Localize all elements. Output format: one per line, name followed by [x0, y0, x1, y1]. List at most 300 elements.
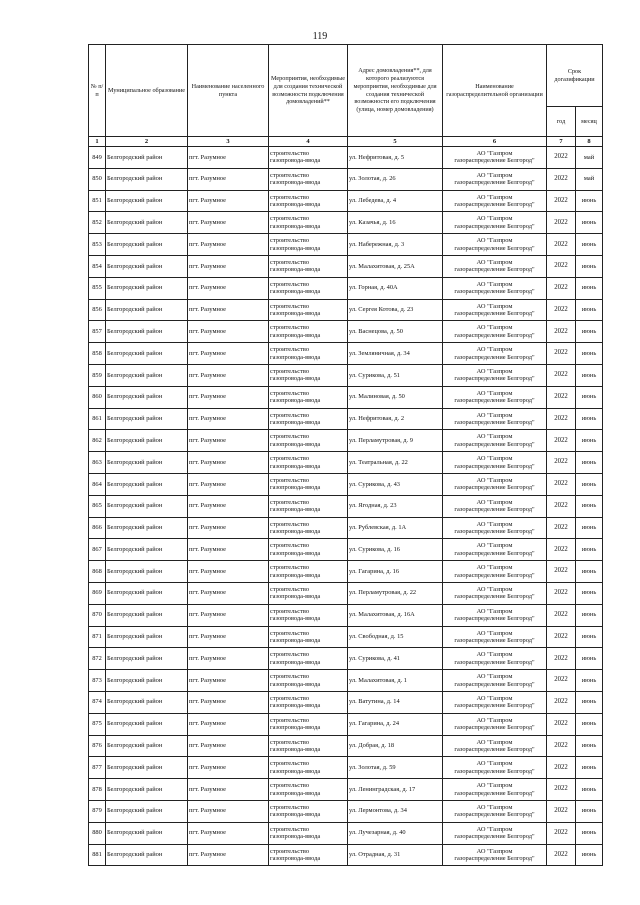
- measure-line-2: газопровода-ввода: [270, 833, 321, 841]
- organization-line-1: АО "Газпром: [476, 673, 513, 681]
- settlement-cell: пгт. Разумное: [188, 430, 269, 452]
- year-cell: 2022: [547, 582, 576, 604]
- organization-line-1: АО "Газпром: [476, 302, 513, 310]
- measure-cell: [269, 844, 348, 866]
- organization-line-1: АО "Газпром: [476, 847, 513, 855]
- measure-cell: [269, 343, 348, 365]
- measure-line-1: строительство: [270, 389, 310, 397]
- address-cell: ул. Сурикова, д. 43: [348, 473, 443, 495]
- measure-line-2: газопровода-ввода: [270, 811, 321, 819]
- year-cell: 2022: [547, 517, 576, 539]
- settlement-cell: пгт. Разумное: [188, 364, 269, 386]
- address-cell: ул. Васнецова, д. 50: [348, 321, 443, 343]
- address-cell: ул. Лермонтова, д. 34: [348, 800, 443, 822]
- organization-cell: [443, 561, 547, 583]
- address-cell: ул. Перламутровая, д. 9: [348, 430, 443, 452]
- organization-line-2: газораспределение Белгород": [454, 658, 535, 666]
- month-cell: июнь: [576, 386, 603, 408]
- row-number: 858: [89, 343, 106, 365]
- measure-line-2: газопровода-ввода: [270, 179, 321, 187]
- organization-line-2: газораспределение Белгород": [454, 680, 535, 688]
- table-row: [89, 321, 603, 343]
- municipality-cell: Белгородский район: [106, 452, 188, 474]
- municipality-cell: Белгородский район: [106, 691, 188, 713]
- organization-line-2: газораспределение Белгород": [454, 331, 535, 339]
- measure-line-2: газопровода-ввода: [270, 767, 321, 775]
- municipality-cell: Белгородский район: [106, 234, 188, 256]
- row-number: 872: [89, 648, 106, 670]
- settlement-cell: пгт. Разумное: [188, 408, 269, 430]
- measure-line-1: строительство: [270, 324, 310, 332]
- month-cell: июнь: [576, 561, 603, 583]
- measure-cell: [269, 408, 348, 430]
- organization-line-2: газораспределение Белгород": [454, 571, 535, 579]
- month-cell: июнь: [576, 343, 603, 365]
- measure-line-2: газопровода-ввода: [270, 615, 321, 623]
- organization-line-2: газораспределение Белгород": [454, 484, 535, 492]
- settlement-cell: пгт. Разумное: [188, 517, 269, 539]
- year-cell: 2022: [547, 190, 576, 212]
- organization-cell: [443, 147, 547, 169]
- address-cell: ул. Горная, д. 40А: [348, 277, 443, 299]
- municipality-cell: Белгородский район: [106, 822, 188, 844]
- organization-line-1: АО "Газпром: [476, 738, 513, 746]
- address-cell: ул. Рублевская, д. 1А: [348, 517, 443, 539]
- table-row: [89, 517, 603, 539]
- organization-cell: [443, 234, 547, 256]
- organization-line-1: АО "Газпром: [476, 520, 513, 528]
- month-cell: июнь: [576, 408, 603, 430]
- organization-line-2: газораспределение Белгород": [454, 179, 535, 187]
- organization-line-1: АО "Газпром: [476, 193, 513, 201]
- measure-line-1: строительство: [270, 760, 310, 768]
- month-cell: июнь: [576, 299, 603, 321]
- organization-line-2: газораспределение Белгород": [454, 833, 535, 841]
- municipality-cell: Белгородский район: [106, 779, 188, 801]
- measure-line-1: строительство: [270, 411, 310, 419]
- municipality-cell: Белгородский район: [106, 473, 188, 495]
- settlement-cell: пгт. Разумное: [188, 277, 269, 299]
- row-number: 869: [89, 582, 106, 604]
- municipality-cell: Белгородский район: [106, 190, 188, 212]
- organization-line-2: газораспределение Белгород": [454, 702, 535, 710]
- organization-line-2: газораспределение Белгород": [454, 767, 535, 775]
- organization-cell: [443, 582, 547, 604]
- measure-line-2: газопровода-ввода: [270, 157, 321, 165]
- organization-line-2: газораспределение Белгород": [454, 789, 535, 797]
- month-cell: июнь: [576, 582, 603, 604]
- organization-line-1: АО "Газпром: [476, 694, 513, 702]
- row-number: 861: [89, 408, 106, 430]
- month-cell: июнь: [576, 452, 603, 474]
- organization-line-1: АО "Газпром: [476, 629, 513, 637]
- row-number: 879: [89, 800, 106, 822]
- settlement-cell: пгт. Разумное: [188, 822, 269, 844]
- organization-line-2: газораспределение Белгород": [454, 353, 535, 361]
- row-number: 852: [89, 212, 106, 234]
- municipality-cell: Белгородский район: [106, 539, 188, 561]
- municipality-cell: Белгородский район: [106, 168, 188, 190]
- year-cell: 2022: [547, 713, 576, 735]
- organization-cell: [443, 364, 547, 386]
- measure-line-1: строительство: [270, 694, 310, 702]
- measure-cell: [269, 147, 348, 169]
- address-cell: ул. Сурикова, д. 51: [348, 364, 443, 386]
- table-row: [89, 168, 603, 190]
- organization-line-2: газораспределение Белгород": [454, 506, 535, 514]
- address-cell: ул. Добрая, д. 18: [348, 735, 443, 757]
- measure-line-2: газопровода-ввода: [270, 702, 321, 710]
- address-cell: ул. Гагарина, д. 16: [348, 561, 443, 583]
- year-cell: 2022: [547, 321, 576, 343]
- organization-line-1: АО "Газпром: [476, 607, 513, 615]
- measure-line-2: газопровода-ввода: [270, 484, 321, 492]
- measure-line-2: газопровода-ввода: [270, 200, 321, 208]
- column-number: 5: [348, 137, 443, 147]
- page-number: 119: [312, 31, 328, 42]
- organization-line-2: газораспределение Белгород": [454, 636, 535, 644]
- year-cell: 2022: [547, 844, 576, 866]
- header-row-number: № п/п: [89, 45, 106, 137]
- row-number: 881: [89, 844, 106, 866]
- address-cell: ул. Золотая, д. 59: [348, 757, 443, 779]
- month-cell: июнь: [576, 779, 603, 801]
- year-cell: 2022: [547, 539, 576, 561]
- header-month: месяц: [576, 107, 603, 137]
- measure-line-1: строительство: [270, 738, 310, 746]
- measure-line-2: газопровода-ввода: [270, 789, 321, 797]
- organization-line-2: газораспределение Белгород": [454, 222, 535, 230]
- measure-cell: [269, 822, 348, 844]
- municipality-cell: Белгородский район: [106, 299, 188, 321]
- year-cell: 2022: [547, 670, 576, 692]
- address-cell: ул. Перламутровая, д. 22: [348, 582, 443, 604]
- municipality-cell: Белгородский район: [106, 648, 188, 670]
- settlement-cell: пгт. Разумное: [188, 255, 269, 277]
- settlement-cell: пгт. Разумное: [188, 386, 269, 408]
- settlement-cell: пгт. Разумное: [188, 495, 269, 517]
- settlement-cell: пгт. Разумное: [188, 757, 269, 779]
- measure-line-2: газопровода-ввода: [270, 658, 321, 666]
- municipality-cell: Белгородский район: [106, 255, 188, 277]
- municipality-cell: Белгородский район: [106, 844, 188, 866]
- row-number: 866: [89, 517, 106, 539]
- month-cell: июнь: [576, 648, 603, 670]
- table-row: [89, 343, 603, 365]
- organization-line-1: АО "Газпром: [476, 476, 513, 484]
- measure-line-2: газопровода-ввода: [270, 418, 321, 426]
- measure-line-1: строительство: [270, 629, 310, 637]
- organization-cell: [443, 386, 547, 408]
- measure-line-2: газопровода-ввода: [270, 593, 321, 601]
- row-number: 862: [89, 430, 106, 452]
- table-row: [89, 452, 603, 474]
- organization-cell: [443, 277, 547, 299]
- month-cell: июнь: [576, 277, 603, 299]
- row-number: 880: [89, 822, 106, 844]
- measure-line-1: строительство: [270, 171, 310, 179]
- settlement-cell: пгт. Разумное: [188, 800, 269, 822]
- municipality-cell: Белгородский район: [106, 800, 188, 822]
- settlement-cell: пгт. Разумное: [188, 452, 269, 474]
- address-cell: ул. Малиновая, д. 50: [348, 386, 443, 408]
- organization-line-2: газораспределение Белгород": [454, 418, 535, 426]
- measure-line-1: строительство: [270, 476, 310, 484]
- organization-line-2: газораспределение Белгород": [454, 724, 535, 732]
- organization-cell: [443, 800, 547, 822]
- measure-line-2: газопровода-ввода: [270, 222, 321, 230]
- year-cell: 2022: [547, 147, 576, 169]
- table-row: [89, 495, 603, 517]
- measure-cell: [269, 713, 348, 735]
- measure-line-2: газопровода-ввода: [270, 397, 321, 405]
- row-number: 867: [89, 539, 106, 561]
- table-row: [89, 473, 603, 495]
- measure-cell: [269, 277, 348, 299]
- address-cell: ул. Золотая, д. 26: [348, 168, 443, 190]
- address-cell: ул. Сергея Котова, д. 23: [348, 299, 443, 321]
- year-cell: 2022: [547, 561, 576, 583]
- table-row: [89, 190, 603, 212]
- address-cell: ул. Земляничная, д. 34: [348, 343, 443, 365]
- year-cell: 2022: [547, 299, 576, 321]
- address-cell: ул. Нефритовая, д. 2: [348, 408, 443, 430]
- table-row: [89, 212, 603, 234]
- organization-cell: [443, 168, 547, 190]
- column-number: 7: [547, 137, 576, 147]
- settlement-cell: пгт. Разумное: [188, 190, 269, 212]
- organization-line-1: АО "Газпром: [476, 346, 513, 354]
- row-number: 871: [89, 626, 106, 648]
- row-number: 863: [89, 452, 106, 474]
- measure-line-1: строительство: [270, 803, 310, 811]
- organization-line-1: АО "Газпром: [476, 498, 513, 506]
- measure-line-2: газопровода-ввода: [270, 244, 321, 252]
- year-cell: 2022: [547, 473, 576, 495]
- row-number: 856: [89, 299, 106, 321]
- organization-cell: [443, 430, 547, 452]
- row-number: 873: [89, 670, 106, 692]
- address-cell: ул. Нефритовая, д. 5: [348, 147, 443, 169]
- month-cell: июнь: [576, 735, 603, 757]
- year-cell: 2022: [547, 495, 576, 517]
- settlement-cell: пгт. Разумное: [188, 779, 269, 801]
- settlement-cell: пгт. Разумное: [188, 234, 269, 256]
- address-cell: ул. Лучезарная, д. 40: [348, 822, 443, 844]
- measure-cell: [269, 539, 348, 561]
- year-cell: 2022: [547, 800, 576, 822]
- settlement-cell: пгт. Разумное: [188, 561, 269, 583]
- municipality-cell: Белгородский район: [106, 670, 188, 692]
- measure-line-1: строительство: [270, 433, 310, 441]
- column-number: 8: [576, 137, 603, 147]
- organization-cell: [443, 648, 547, 670]
- column-number: 6: [443, 137, 547, 147]
- header-gasification-term: Срок догазификации: [547, 45, 603, 107]
- column-number: 2: [106, 137, 188, 147]
- measure-line-2: газопровода-ввода: [270, 288, 321, 296]
- address-cell: ул. Сурикова, д. 41: [348, 648, 443, 670]
- measure-line-2: газопровода-ввода: [270, 527, 321, 535]
- year-cell: 2022: [547, 757, 576, 779]
- measure-cell: [269, 670, 348, 692]
- month-cell: июнь: [576, 430, 603, 452]
- organization-cell: [443, 735, 547, 757]
- municipality-cell: Белгородский район: [106, 147, 188, 169]
- row-number: 864: [89, 473, 106, 495]
- measure-line-1: строительство: [270, 782, 310, 790]
- measure-cell: [269, 430, 348, 452]
- municipality-cell: Белгородский район: [106, 495, 188, 517]
- measure-line-1: строительство: [270, 651, 310, 659]
- month-cell: июнь: [576, 604, 603, 626]
- measure-cell: [269, 604, 348, 626]
- month-cell: июнь: [576, 234, 603, 256]
- measure-line-2: газопровода-ввода: [270, 309, 321, 317]
- organization-cell: [443, 691, 547, 713]
- year-cell: 2022: [547, 212, 576, 234]
- settlement-cell: пгт. Разумное: [188, 691, 269, 713]
- measure-cell: [269, 800, 348, 822]
- month-cell: июнь: [576, 321, 603, 343]
- table-row: [89, 691, 603, 713]
- organization-line-1: АО "Газпром: [476, 280, 513, 288]
- row-number: 877: [89, 757, 106, 779]
- column-number: 3: [188, 137, 269, 147]
- municipality-cell: Белгородский район: [106, 430, 188, 452]
- row-number: 851: [89, 190, 106, 212]
- measure-line-1: строительство: [270, 215, 310, 223]
- year-cell: 2022: [547, 604, 576, 626]
- address-cell: ул. Театральная, д. 22: [348, 452, 443, 474]
- organization-cell: [443, 299, 547, 321]
- organization-cell: [443, 757, 547, 779]
- measure-line-1: строительство: [270, 564, 310, 572]
- year-cell: 2022: [547, 408, 576, 430]
- column-number: 1: [89, 137, 106, 147]
- header-gas-organization: Наименование газораспределительной организации: [443, 45, 547, 137]
- month-cell: июнь: [576, 713, 603, 735]
- organization-cell: [443, 844, 547, 866]
- measure-line-1: строительство: [270, 455, 310, 463]
- municipality-cell: Белгородский район: [106, 561, 188, 583]
- settlement-cell: пгт. Разумное: [188, 670, 269, 692]
- municipality-cell: Белгородский район: [106, 517, 188, 539]
- settlement-cell: пгт. Разумное: [188, 473, 269, 495]
- address-cell: ул. Малахитовая, д. 25А: [348, 255, 443, 277]
- organization-cell: [443, 779, 547, 801]
- measure-cell: [269, 757, 348, 779]
- month-cell: июнь: [576, 844, 603, 866]
- address-cell: ул. Сурикова, д. 16: [348, 539, 443, 561]
- settlement-cell: пгт. Разумное: [188, 648, 269, 670]
- organization-cell: [443, 517, 547, 539]
- measure-cell: [269, 321, 348, 343]
- year-cell: 2022: [547, 691, 576, 713]
- table-body: [89, 147, 603, 866]
- month-cell: июнь: [576, 670, 603, 692]
- municipality-cell: Белгородский район: [106, 343, 188, 365]
- organization-line-2: газораспределение Белгород": [454, 244, 535, 252]
- measure-cell: [269, 626, 348, 648]
- header-municipality: Муниципальное образование: [106, 45, 188, 137]
- table-row: [89, 626, 603, 648]
- year-cell: 2022: [547, 234, 576, 256]
- organization-line-1: АО "Газпром: [476, 150, 513, 158]
- table-row: [89, 430, 603, 452]
- table-row: [89, 735, 603, 757]
- address-cell: ул. Набережная, д. 3: [348, 234, 443, 256]
- measure-cell: [269, 473, 348, 495]
- year-cell: 2022: [547, 626, 576, 648]
- table-row: [89, 670, 603, 692]
- measure-line-1: строительство: [270, 607, 310, 615]
- address-cell: ул. Казачья, д. 16: [348, 212, 443, 234]
- measure-line-1: строительство: [270, 498, 310, 506]
- organization-line-2: газораспределение Белгород": [454, 593, 535, 601]
- row-number: 853: [89, 234, 106, 256]
- measure-cell: [269, 364, 348, 386]
- organization-line-1: АО "Газпром: [476, 237, 513, 245]
- measure-line-1: строительство: [270, 825, 310, 833]
- address-cell: ул. Малахитовая, д. 1: [348, 670, 443, 692]
- table-row: [89, 234, 603, 256]
- organization-line-1: АО "Газпром: [476, 455, 513, 463]
- table-row: [89, 386, 603, 408]
- municipality-cell: Белгородский район: [106, 386, 188, 408]
- organization-line-1: АО "Газпром: [476, 825, 513, 833]
- organization-cell: [443, 822, 547, 844]
- measure-line-1: строительство: [270, 193, 310, 201]
- table-row: [89, 822, 603, 844]
- table-row: [89, 582, 603, 604]
- measure-line-2: газопровода-ввода: [270, 745, 321, 753]
- table-row: [89, 299, 603, 321]
- row-number: 854: [89, 255, 106, 277]
- table-row: [89, 561, 603, 583]
- settlement-cell: пгт. Разумное: [188, 343, 269, 365]
- measure-cell: [269, 168, 348, 190]
- municipality-cell: Белгородский район: [106, 757, 188, 779]
- table-row: [89, 539, 603, 561]
- address-cell: ул. Ягодная, д. 23: [348, 495, 443, 517]
- row-number: 857: [89, 321, 106, 343]
- settlement-cell: пгт. Разумное: [188, 147, 269, 169]
- municipality-cell: Белгородский район: [106, 364, 188, 386]
- organization-line-1: АО "Газпром: [476, 324, 513, 332]
- row-number: 849: [89, 147, 106, 169]
- measure-line-2: газопровода-ввода: [270, 571, 321, 579]
- table-row: [89, 800, 603, 822]
- row-number: 870: [89, 604, 106, 626]
- organization-line-1: АО "Газпром: [476, 171, 513, 179]
- organization-line-1: АО "Газпром: [476, 542, 513, 550]
- settlement-cell: пгт. Разумное: [188, 604, 269, 626]
- measure-line-1: строительство: [270, 237, 310, 245]
- month-cell: май: [576, 147, 603, 169]
- measure-cell: [269, 299, 348, 321]
- organization-cell: [443, 452, 547, 474]
- measure-cell: [269, 212, 348, 234]
- measure-line-1: строительство: [270, 673, 310, 681]
- table-row: [89, 277, 603, 299]
- measure-cell: [269, 648, 348, 670]
- measure-line-2: газопровода-ввода: [270, 506, 321, 514]
- header-year: год: [547, 107, 576, 137]
- month-cell: июнь: [576, 190, 603, 212]
- organization-line-2: газораспределение Белгород": [454, 200, 535, 208]
- header-measures: Мероприятия, необходимые для создания технической возможности подключения домовладений**: [269, 45, 348, 137]
